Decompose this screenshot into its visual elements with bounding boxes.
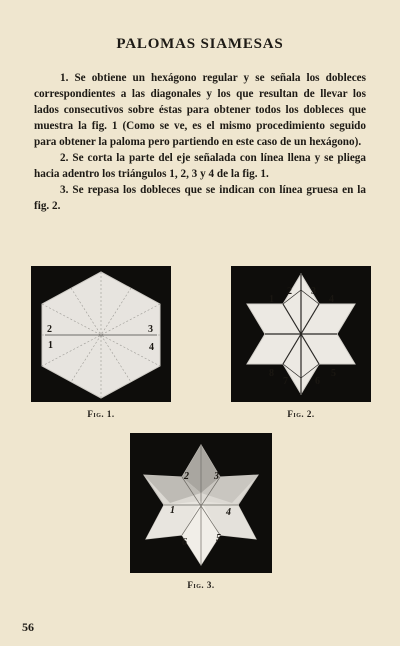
paragraph-2: 2. Se corta la parte del eje señalada con línea llena y se pliega hacia adentro los triángulos 1, 2, 3 y 4 de la fig. 1. [34, 152, 366, 180]
fig2-label-1: 1 [269, 294, 274, 305]
fig2-label-4: 4 [329, 294, 334, 305]
fig3-label-6: 6 [182, 537, 187, 548]
fig2-label-3: 3 [311, 286, 316, 297]
fig1-label-4: 4 [149, 342, 154, 353]
fig2-label-7: 7 [283, 376, 288, 387]
fig3-label-3: 3 [214, 471, 219, 482]
paragraph-1: 1. Se obtiene un hexágono regular y se señala los dobleces correspondientes a las diagonales y los que resultan de llevar los lados consecutivos sobre éstas para obtener todos los dobleces que muestra la fig. 1 (Como se ve, es el mismo procedimiento seguido para obtener la paloma pero partiendo en este caso de un hexágono). [34, 72, 366, 148]
fig2-label-5: 5 [331, 368, 336, 379]
fig3-label-2: 2 [184, 471, 189, 482]
figure-3-photo [130, 433, 272, 573]
fig1-label-2: 2 [47, 324, 52, 335]
fig2-label-6: 6 [315, 376, 320, 387]
fig3-label-5: 5 [216, 533, 221, 544]
fig1-label-1: 1 [48, 340, 53, 351]
figure-1-photo [31, 266, 171, 402]
figure-1-caption: Fig. 1. [87, 409, 115, 419]
fig2-label-8: 8 [269, 368, 274, 379]
fig1-label-3: 3 [148, 324, 153, 335]
figure-2-caption: Fig. 2. [287, 409, 315, 419]
figure-2-photo [231, 266, 371, 402]
fig3-label-1: 1 [170, 505, 175, 516]
fig2-label-2: 2 [287, 286, 292, 297]
page-number: 56 [22, 620, 34, 634]
fig3-label-4: 4 [226, 507, 231, 518]
paragraph-3: 3. Se repasa los dobleces que se indican con línea gruesa en la fig. 2. [34, 184, 366, 212]
page-title: PALOMAS SIAMESAS [116, 36, 284, 52]
figure-3-caption: Fig. 3. [187, 580, 215, 590]
instructions-text [34, 70, 366, 214]
